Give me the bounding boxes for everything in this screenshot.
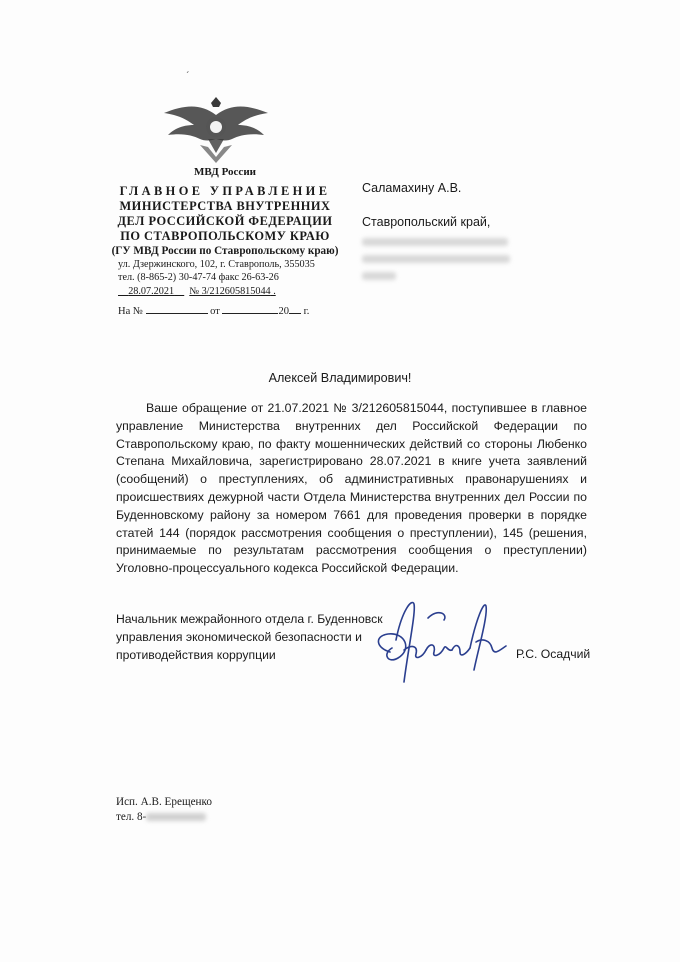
redacted-address-line-2 (362, 255, 510, 263)
reference-line (118, 304, 309, 317)
double-headed-eagle-emblem (160, 95, 272, 167)
executor-name: Исп. А.В. Ерещенко (116, 796, 212, 808)
org-abbreviation: (ГУ МВД России по Ставропольскому краю) (111, 245, 339, 257)
executor-phone (116, 810, 212, 825)
org-phone: тел. (8-865-2) 30-47-74 факс 26-63-26 (118, 272, 279, 283)
ref-from: от (210, 306, 220, 317)
org-address-block (118, 258, 315, 298)
letter-body: Ваше обращение от 21.07.2021 № 3/212605815044, поступившее в главное управление Министерства внутренних дел Российской Федерации по Ставропольскому краю, по факту мошеннических действий со стороны Любенко Степана Михайловича, зарегистрировано 28.07.2021 в книге учета заявлений (сообщений) о преступлениях, об административных правонарушениях и происшествиях дежурной части Отдела Министерства внутренних дел России по Буденновскому району за номером 7661 для проведения проверки в порядке статей 144 (порядок рассмотрения сообщения о преступлении), 145 (решения, принимаемые по результатам рассмотрения сообщения о преступлении) Уголовно-процессуального кодекса Российской Федерации. (116, 401, 587, 576)
pen-mark: ˊ (186, 71, 190, 82)
redacted-phone (146, 813, 206, 821)
org-short-name: МВД России (193, 166, 256, 178)
org-address: ул. Дзержинского, 102, г. Ставрополь, 355035 (118, 259, 315, 270)
org-line-1: ГЛАВНОЕ УПРАВЛЕНИЕ (119, 184, 331, 198)
org-line-3: ДЕЛ РОССИЙСКОЙ ФЕДЕРАЦИИ (117, 214, 333, 228)
outgoing-date-number: 28.07.2021 № 3/212605815044 . (128, 286, 276, 297)
ref-prefix: На № (118, 306, 143, 317)
handwritten-signature (368, 590, 528, 690)
org-line-2: МИНИСТЕРСТВА ВНУТРЕННИХ (119, 199, 331, 213)
redacted-address-line-1 (362, 238, 508, 246)
signatory-position-line-1: Начальник межрайонного отдела г. Буденновск (116, 612, 383, 626)
executor-phone-prefix: тел. 8- (116, 811, 147, 823)
recipient-block (362, 181, 510, 280)
recipient-region: Ставропольский край, (362, 215, 491, 229)
signatory-position-line-3: противодействия коррупции (116, 647, 276, 662)
organization-header (80, 166, 370, 259)
salutation: Алексей Владимирович! (268, 371, 412, 385)
recipient-name: Саламахину А.В. (362, 181, 462, 195)
outgoing-number: № 3/212605815044 (189, 286, 271, 297)
outgoing-date: 28.07.2021 (128, 286, 175, 297)
executor-block (116, 795, 212, 825)
ref-g: г. (303, 306, 310, 317)
redacted-address-line-3 (362, 272, 396, 280)
ref-year: 20 (278, 306, 289, 317)
org-line-4: ПО СТАВРОПОЛЬСКОМУ КРАЮ (120, 229, 330, 243)
signatory-position-line-2: управления экономической безопасности и (116, 629, 362, 644)
signatory-name: Р.С. Осадчий (516, 647, 591, 661)
signatory-position (116, 611, 383, 664)
